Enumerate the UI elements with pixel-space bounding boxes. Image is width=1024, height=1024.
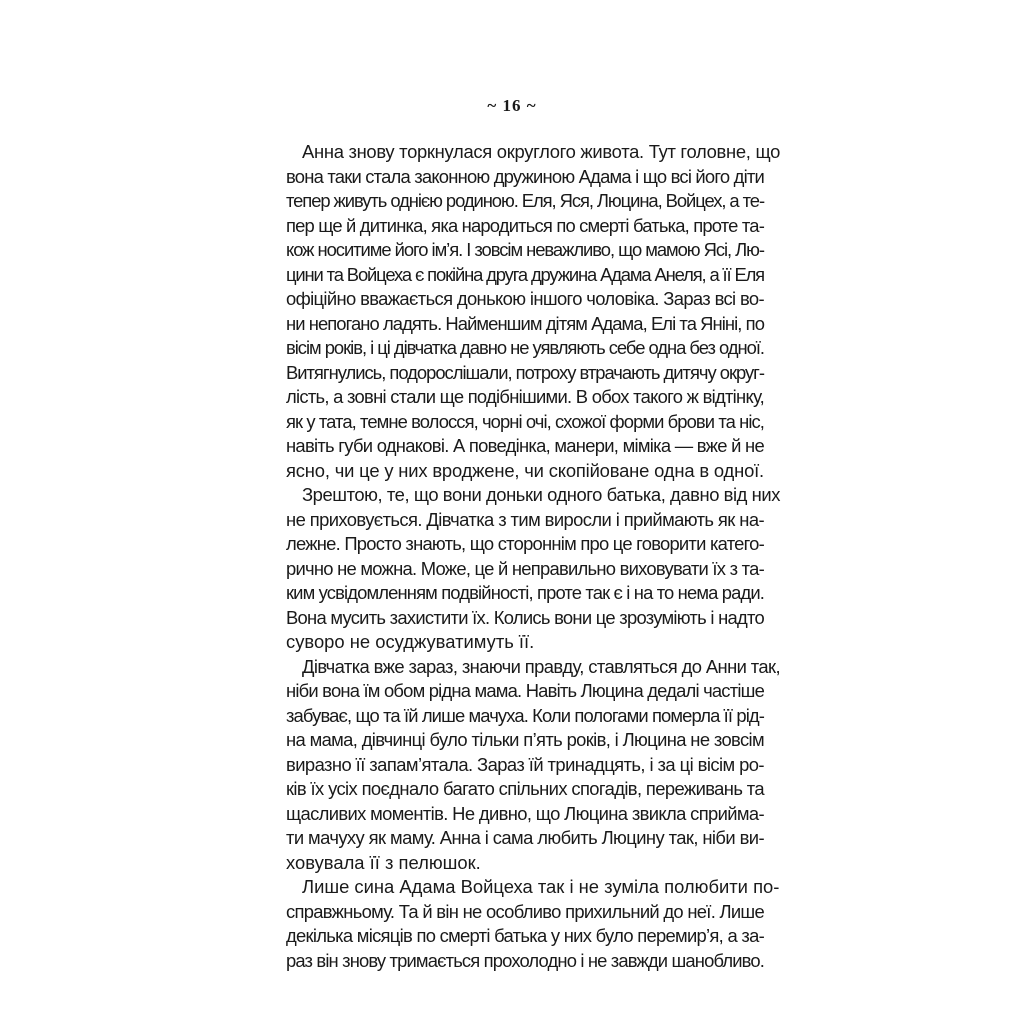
text-line: суворо не осуджуватимуть її. xyxy=(286,631,535,652)
text-line: Зрештою, те, що вони доньки одного батька, давно від них xyxy=(302,484,780,505)
text-line: ни непогано ладять. Найменшим дітям Адама, Елі та Яніні, по xyxy=(286,312,764,334)
page-number: ~ 16 ~ xyxy=(487,96,537,115)
text-line: вона таки стала законною дружиною Адама і що всі його діти xyxy=(286,165,764,187)
text-line: щасливих моментів. Не дивно, що Люцина звикла сприйма- xyxy=(286,802,764,824)
text-line: лежне. Просто знають, що стороннім про це говорити катего- xyxy=(286,533,764,554)
body-text xyxy=(286,140,780,973)
text-line: ти мачуху як маму. Анна і сама любить Люцину так, ніби ви- xyxy=(286,827,764,848)
text-line: декілька місяців по смерті батька у них було перемир’я, а за- xyxy=(286,925,764,946)
text-line: раз він знову тримається прохолодно і не завжди шанобливо. xyxy=(286,949,764,971)
text-line: пер ще й дитинка, яка народиться по смерті батька, проте та- xyxy=(286,214,764,236)
text-line: як у тата, темне волосся, чорні очі, схожої форми брови та ніс, xyxy=(286,410,764,432)
text-line: Дівчатка вже зараз, знаючи правду, ставляться до Анни так, xyxy=(302,655,780,677)
text-line: справжньому. Та й він не особливо прихильний до неї. Лише xyxy=(286,900,764,922)
text-line: ніби вона їм обом рідна мама. Навіть Люцина дедалі частіше xyxy=(286,680,764,701)
text-line: Анна знову торкнулася округлого живота. Тут головне, що xyxy=(302,141,780,162)
text-line: вісім років, і ці дівчатка давно не уявляють себе одна без одної. xyxy=(286,337,764,358)
text-line: цини та Войцеха є покійна друга дружина Адама Анеля, а її Еля xyxy=(286,263,764,285)
text-line: навіть губи однакові. А поведінка, манери, міміка — вже й не xyxy=(286,435,764,456)
text-line: ясно, чи це у них вроджене, чи скопійоване одна в одної. xyxy=(286,459,764,481)
text-line: кож носитиме його ім’я. І зовсім неважливо, що мамою Ясі, Лю- xyxy=(286,239,764,260)
text-line: ховувала її з пелюшок. xyxy=(286,851,481,873)
text-line: ків їх усіх поєднало багато спільних спогадів, переживань та xyxy=(286,778,764,799)
paragraph xyxy=(286,483,780,655)
text-line: офіційно вважається донькою іншого чоловіка. Зараз всі во- xyxy=(286,288,764,309)
text-line: виразно її запам’ятала. Зараз їй тринадцять, і за ці вісім ро- xyxy=(286,753,764,775)
text-line: забуває, що та їй лише мачуха. Коли пологами померла її рід- xyxy=(286,704,764,726)
text-line: не приховується. Дівчатка з тим виросли і приймають як на- xyxy=(286,508,764,530)
text-line: ким усвідомленням подвійності, проте так є і на то нема ради. xyxy=(286,582,764,603)
text-line: на мама, дівчинці було тільки п’ять років, і Люцина не зовсім xyxy=(286,729,764,750)
paragraph xyxy=(286,655,780,876)
text-line: рично не можна. Може, це й неправильно виховувати їх з та- xyxy=(286,557,764,579)
paragraph xyxy=(286,875,780,973)
text-line: тепер живуть однією родиною. Еля, Яся, Люцина, Войцех, а те- xyxy=(286,190,764,211)
text-line: лість, а зовні стали ще подібнішими. В обох такого ж відтінку, xyxy=(286,386,764,407)
text-line: Вона мусить захистити їх. Колись вони це зрозуміють і надто xyxy=(286,606,764,628)
paragraph xyxy=(286,140,780,483)
text-line: Витягнулись, подорослішали, потроху втрачають дитячу округ- xyxy=(286,361,764,383)
text-line: Лише сина Адама Войцеха так і не зуміла полюбити по- xyxy=(302,876,780,897)
